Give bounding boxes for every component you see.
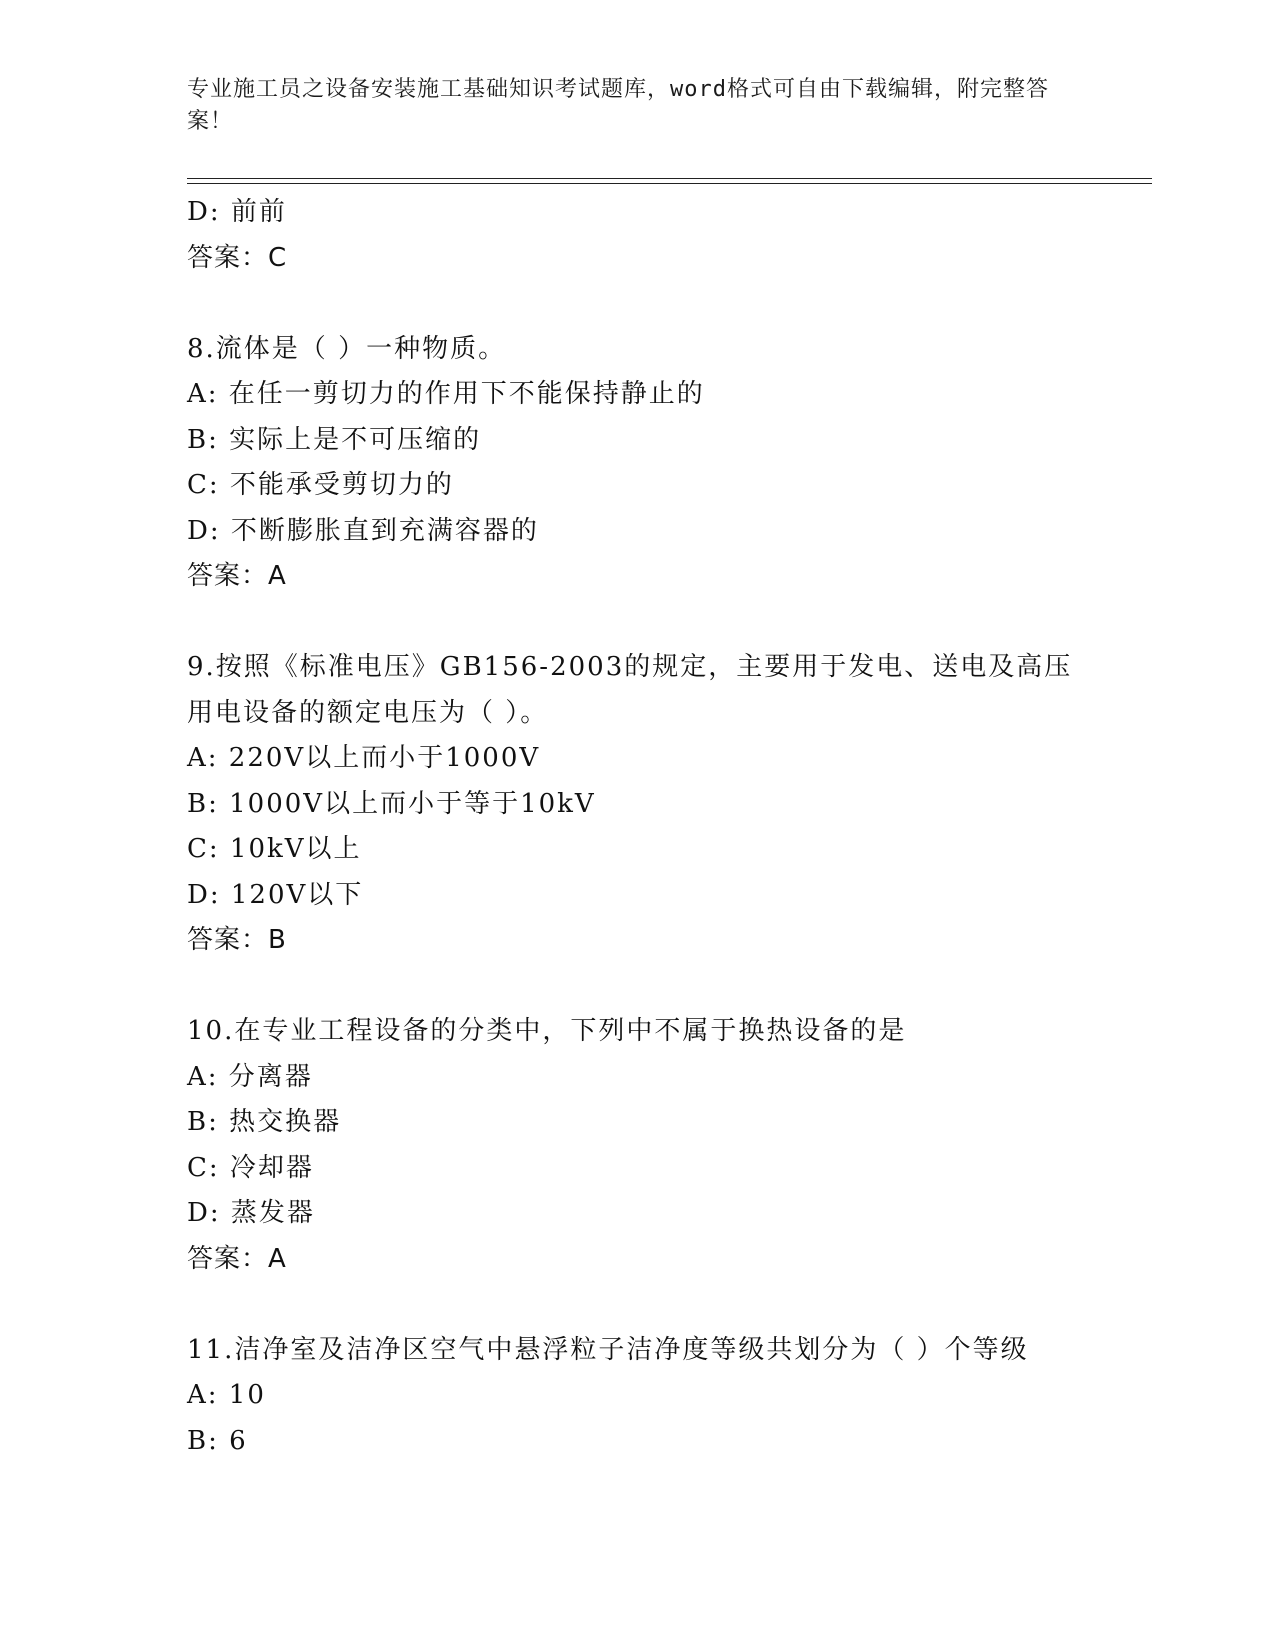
option-d: D: 蒸发器 bbox=[187, 1198, 315, 1228]
question-11 bbox=[187, 1328, 1152, 1465]
spacer bbox=[187, 1282, 1152, 1328]
question-stem: 10.在专业工程设备的分类中，下列中不属于换热设备的是 bbox=[187, 1016, 907, 1046]
option-b: B: 实际上是不可压缩的 bbox=[187, 424, 482, 455]
option-a: A: 分离器 bbox=[187, 1061, 313, 1092]
option-a: A: 在任一剪切力的作用下不能保持静止的 bbox=[187, 379, 705, 409]
option-a: A: 220V以上而小于1000V bbox=[187, 743, 541, 773]
question-8 bbox=[187, 327, 1152, 600]
prev-answer: 答案：C bbox=[187, 242, 288, 273]
question-stem: 11.洁净室及洁净区空气中悬浮粒子洁净度等级共划分为（ ）个等级 bbox=[187, 1334, 1029, 1365]
prev-option-d: D: 前前 bbox=[187, 197, 287, 227]
document-header: 专业施工员之设备安装施工基础知识考试题库，word格式可自由下载编辑，附完整答案！ bbox=[187, 77, 1049, 134]
spacer bbox=[187, 281, 1152, 327]
spacer bbox=[187, 964, 1152, 1010]
question-10 bbox=[187, 1009, 1152, 1282]
option-b: B: 1000V以上而小于等于10kV bbox=[187, 788, 596, 819]
option-c: C: 不能承受剪切力的 bbox=[187, 470, 454, 500]
option-d: D: 120V以下 bbox=[187, 879, 364, 910]
option-c: C: 10kV以上 bbox=[187, 834, 362, 864]
question-stem-continued: 用电设备的额定电压为（ ）。 bbox=[187, 697, 549, 728]
header-rule-bottom bbox=[187, 183, 1152, 184]
option-d: D: 不断膨胀直到充满容器的 bbox=[187, 515, 539, 546]
option-c: C: 冷却器 bbox=[187, 1152, 314, 1183]
option-a: A: 10 bbox=[187, 1380, 266, 1410]
header-rule-top bbox=[187, 178, 1152, 179]
option-b: B: 6 bbox=[187, 1425, 248, 1456]
answer: 答案：B bbox=[187, 925, 287, 955]
question-stem: 9.按照《标准电压》GB156-2003的规定，主要用于发电、送电及高压 bbox=[187, 652, 1073, 682]
question-stem: 8.流体是（ ）一种物质。 bbox=[187, 333, 507, 364]
question-9 bbox=[187, 645, 1152, 964]
spacer bbox=[187, 600, 1152, 646]
answer: 答案：A bbox=[187, 561, 287, 591]
answer: 答案：A bbox=[187, 1243, 287, 1274]
option-b: B: 热交换器 bbox=[187, 1107, 342, 1137]
document-body bbox=[187, 190, 1152, 1464]
